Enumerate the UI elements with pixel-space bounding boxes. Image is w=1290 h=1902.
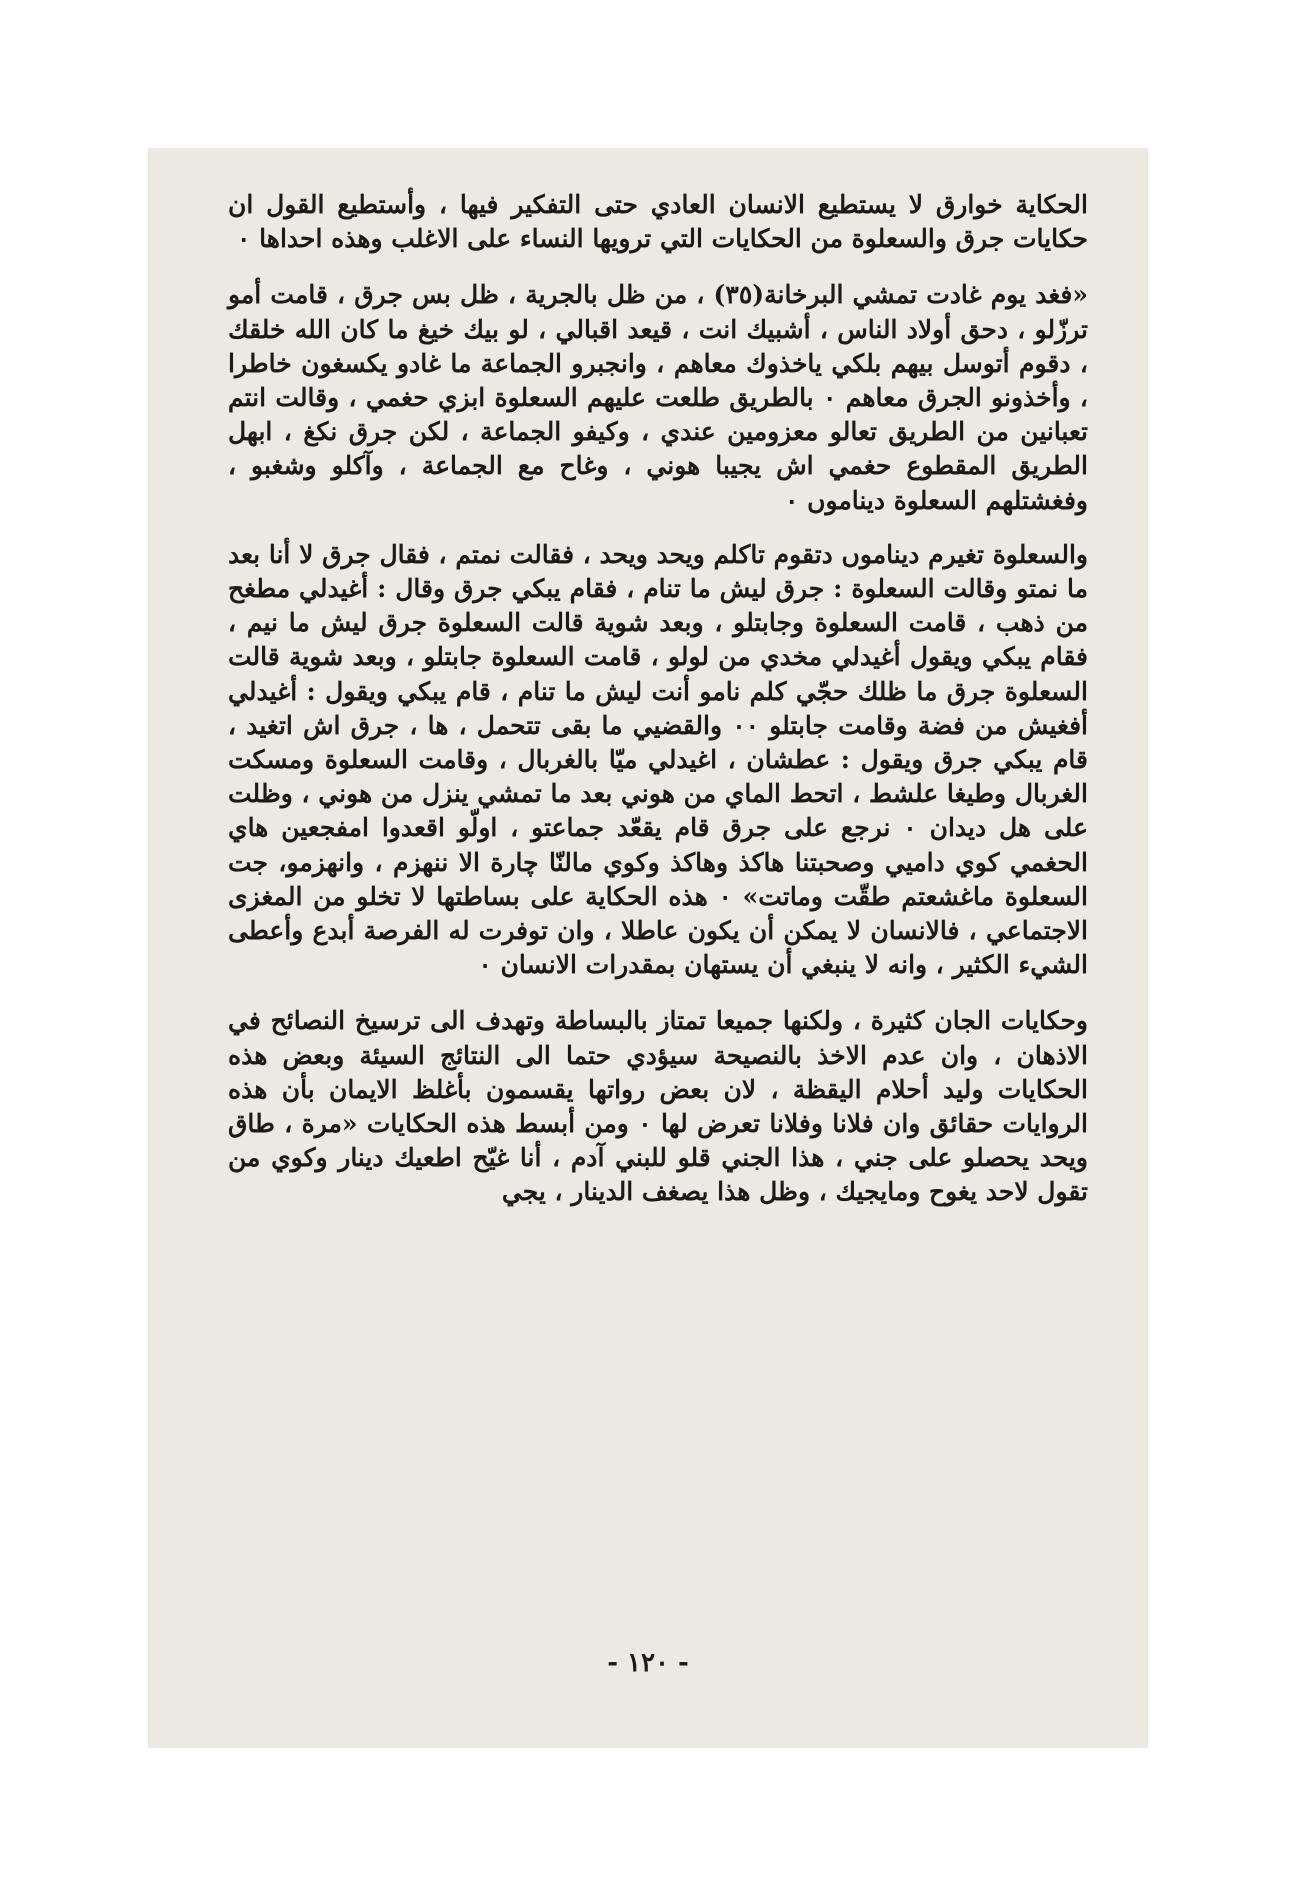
- page-number: - ١٢٠ -: [607, 1648, 689, 1678]
- paragraph-4: وحكايات الجان كثيرة ، ولكنها جميعا تمتاز بالبساطة وتهدف الى ترسيخ النصائح في الاذهان ، وان عدم الاخذ بالنصيحة سيؤدي حتما الى النتائج السيئة وبعض هذه الحكايات وليد أحلام اليقظة ، لان بعض رواتها يقسمون بأغلظ الايمان بأن هذه الروايات حقائق وان فلانا وفلانا تعرض لها ٠ ومن أبسط هذه الحكايات «مرة ، طاق ويحد يحصلو على جني ، هذا الجني قلو للبني آدم ، أنا غيّح اطعيك دينار وكوي من تقول لاحد يغوح ومايجيك ، وظل هذا يصغف الدينار ، يجي: [228, 1006, 1088, 1207]
- paragraph-3: والسعلوة تغيرم ديناموں دتقوم تاكلم ويحد ويحد ، فقالت نمتم ، فقال جرق لا أنا بعد ما نمتو وقالت السعلوة : جرق ليش ما تنام ، فقام يبكي جرق وقال : أغيدلي مطغح من ذهب ، قامت السعلوة وجابتلو ، وبعد شوية قالت السعلوة جرق ليش ما نيم ، فقام يبكي ويقول أغيدلي مخدي من لولو ، قامت السعلوة جابتلو ، وبعد شوية قالت السعلوة جرق ما ظلك حجّي كلم نامو أنت ليش ما تنام ، قام يبكي ويقول : أغيدلي أفغيش من فضة وقامت جابتلو ٠٠ والقضيي ما بقى تتحمل ، ها ، جرق اش اتغيد ، قام يبكي جرق ويقول : عطشان ، اغيدلي ميّا بالغربال ، وقامت السعلوة ومسكت الغربال وطيغا علشط ، اتحط الماي من هوني بعد ما تمشي ينزل من هوني ، وظلت على هل ديدان ٠ نرجع على جرق قام يقعّد جماعتو ، اولّو اقعدوا امفجعين هاي الحغمي كوي داميي وصحبتنا هاكذ وهاكذ وكوي مالنّا چارة الا ننهزم ، وانهزمو، جت السعلوة ماغشعتم طقّت وماتت» ٠ هذه الحكاية على بساطتها لا تخلو من المغزى الاجتماعي ، فالانسان لا يمكن أن يكون عاطلا ، وان توفرت له الفرصة أبدع وأعطى الشيء الكثير ، وانه لا ينبغي أن يستهان بمقدرات الانسان ٠: [228, 539, 1088, 980]
- book-page: [148, 148, 1148, 1748]
- paragraph-1: الحكاية خوارق لا يستطيع الانسان العادي حتى التفكير فيها ، وأستطيع القول ان حكايات جرق والسعلوة من الحكايات التي ترويها النساء على الاغلب وهذه احداها ٠: [228, 190, 1088, 254]
- body-text: [228, 188, 1088, 1210]
- paragraph-2: «فغد يوم غادت تمشي البرخانة(٣٥) ، من ظل بالجرية ، ظل بس جرق ، قامت أمو ترزّلو ، دحق أولاد الناس ، أشبيك انت ، قيعد اقبالي ، لو بيك خيغ ما كان الله خلقك ، دقوم أتوسل بيهم بلكي ياخذوك معاهم ، وانجبرو الجماعة ما غادو يكسغون خاطرا ، وأخذونو الجرق معاهم ٠ بالطريق طلعت عليهم السعلوة ابزي حغمي ، وقالت انتم تعبانين من الطريق تعالو معزومين عندي ، وكيفو الجماعة ، لكن جرق نكغ ، ابهل الطريق المقطوع حغمي اش يجيبا هوني ، وغاح مع الجماعة ، وآكلو وشغبو ، وفغشتلهم السعلوة ديناموں ٠: [228, 280, 1088, 515]
